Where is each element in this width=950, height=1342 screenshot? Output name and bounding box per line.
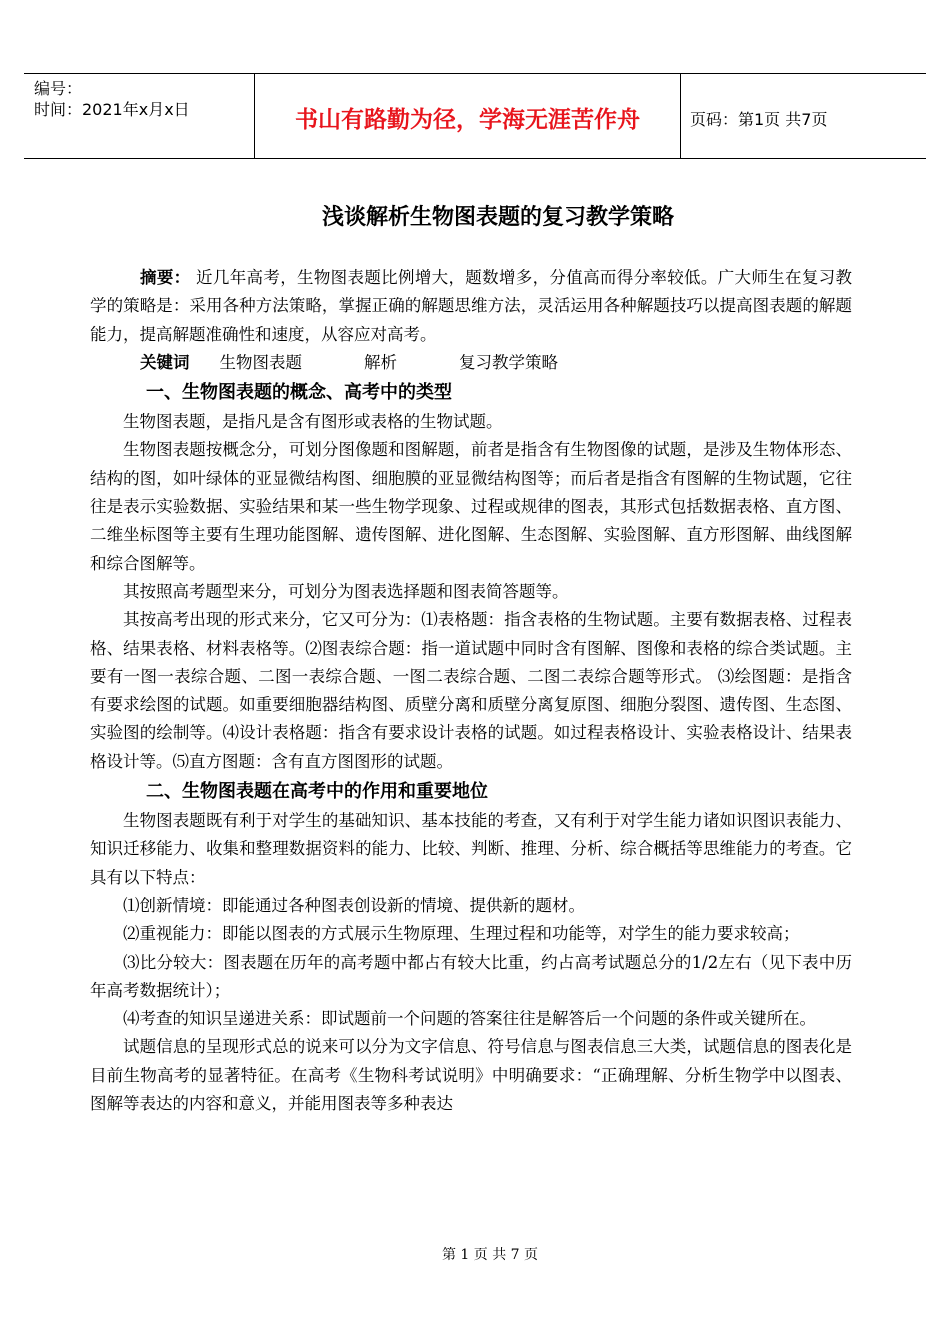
header-motto: 书山有路勤为径，学海无涯苦作舟	[295, 107, 640, 133]
abstract-text: 近几年高考，生物图表题比例增大，题数增多，分值高而得分率较低。广大师生在复习教学的策略是：采用各种方法策略，掌握正确的解题思维方法，灵活运用各种解题技巧以提高图表题的解题能力，提高解题准确性和速度，从容应对高考。	[90, 268, 852, 344]
list-item: ⑷考查的知识呈递进关系：即试题前一个问题的答案往往是解答后一个问题的条件或关键所在。	[123, 1009, 816, 1029]
number-label: 编号：	[34, 79, 83, 98]
keywords	[90, 349, 852, 377]
keyword-item: 生物图表题	[219, 352, 302, 372]
page-info: 页码：第1页 共7页	[690, 110, 828, 129]
page-header	[24, 73, 926, 159]
page-footer: 第 1 页 共 7 页	[441, 1247, 539, 1263]
list-item: ⑶比分较大：图表题在历年的高考题中都占有较大比重，约占高考试题总分的1/2左右（见下表中历年高考数据统计）；	[90, 952, 852, 1000]
document-body	[90, 264, 852, 1118]
paragraph: 试题信息的呈现形式总的说来可以分为文字信息、符号信息与图表信息三大类，试题信息的图表化是目前生物高考的显著特征。在高考《生物科考试说明》中明确要求：“正确理解、分析生物学中以图表、图解等表达的内容和意义，并能用图表等多种表达	[90, 1037, 852, 1114]
paragraph: 其按高考出现的形式来分，它又可分为：⑴表格题：指含表格的生物试题。主要有数据表格、过程表格、结果表格、材料表格等。⑵图表综合题：指一道试题中同时含有图解、图像和表格的综合类试题。主要有一图一表综合题、二图一表综合题、一图二表综合题、二图二表综合题等形式。 ⑶绘图题：是指含有要求绘图的试题。如重要细胞器结构图、质壁分离和质壁分离复原图、细胞分裂图、遗传图、生态图、实验图的绘制等。⑷设计表格题：指含有要求设计表格的试题。如过程表格设计、实验表格设计、结果表格设计等。⑸直方图题：含有直方图图形的试题。	[90, 610, 852, 771]
paragraph: 其按照高考题型来分，可划分为图表选择题和图表简答题等。	[123, 581, 569, 601]
document-title: 浅谈解析生物图表题的复习教学策略	[321, 204, 674, 230]
keyword-item: 解析	[364, 352, 397, 372]
paragraph: 生物图表题按概念分，可划分图像题和图解题，前者是指含有生物图像的试题，是涉及生物体形态、结构的图，如叶绿体的亚显微结构图、细胞膜的亚显微结构图等；而后者是指含有图解的生物试题，它往往是表示实验数据、实验结果和某一些生物学现象、过程或规律的图表，其形式包括数据表格、直方图、二维坐标图等主要有生理功能图解、遗传图解、进化图解、生态图解、实验图解、直方形图解、曲线图解和综合图解等。	[90, 440, 852, 573]
list-item: ⑴创新情境：即能通过各种图表创设新的情境、提供新的题材。	[123, 895, 585, 915]
header-divider	[680, 74, 681, 158]
abstract	[90, 264, 852, 349]
abstract-label: 摘要：	[140, 268, 191, 287]
time-label: 时间：2021年x月x日	[34, 100, 190, 119]
keywords-label: 关键词	[140, 352, 190, 372]
paragraph: 生物图表题，是指凡是含有图形或表格的生物试题。	[123, 412, 503, 432]
keyword-item: 复习教学策略	[459, 352, 558, 372]
paragraph: 生物图表题既有利于对学生的基础知识、基本技能的考查，又有利于对学生能力诸如识图识表能力、知识迁移能力、收集和整理数据资料的能力、比较、判断、推理、分析、综合概括等思维能力的考查。它具有以下特点：	[90, 811, 852, 887]
header-meta	[34, 78, 190, 120]
section-heading: 二、生物图表题在高考中的作用和重要地位	[146, 781, 488, 803]
section-heading: 一、生物图表题的概念、高考中的类型	[146, 382, 452, 404]
list-item: ⑵重视能力：即能以图表的方式展示生物原理、生理过程和功能等，对学生的能力要求较高；	[123, 924, 800, 944]
